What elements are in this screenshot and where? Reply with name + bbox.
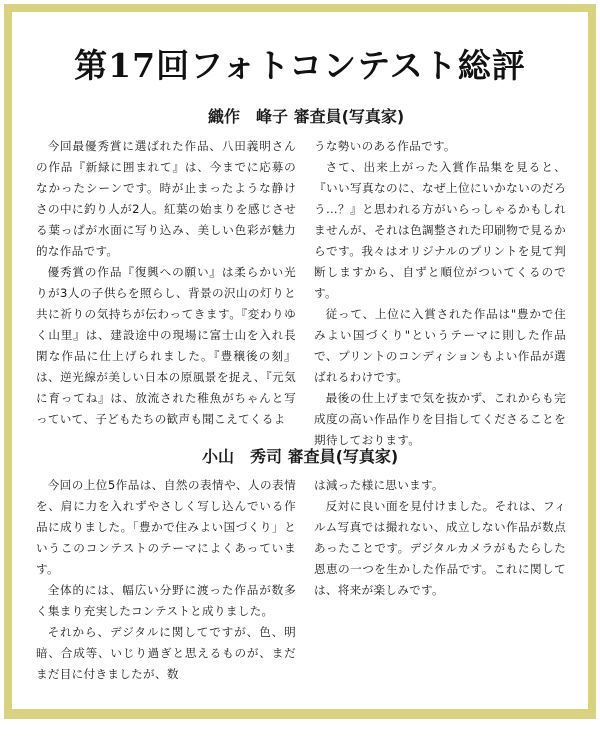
paragraph: 最後の仕上げまで気を抜かず、これからも完成度の高い作品作りを目指してくださることを期待しております。 [314,391,566,447]
paragraph: うな勢いのある作品です。 [314,139,456,153]
section-2-right-column [314,475,566,601]
section-2-left-column [36,475,296,685]
page-border [4,4,596,719]
paragraph: 全体的には、幅広い分野に渡った作品が数多く集まり充実したコンテストと成りました。 [36,583,296,618]
paragraph: は減った様に思います。 [314,478,444,492]
page-title: 第17回フォトコンテスト総評 [74,46,526,85]
paragraph: それから、デジタルに関してですが、色、明暗、合成等、いじり過ぎと思えるものが、まだまだ目に付きましたが、数 [36,625,296,681]
paragraph: 今回最優秀賞に選ばれた作品、八田義明さんの作品『新緑に囲まれて』は、今までに応募のなかったシーンです。時が止まったような静けさの中に釣り人が2人。紅葉の始まりを感じさせる葉っぱが水面に写り込み、美しい色彩が魅力的な作品です。 [36,139,296,258]
section-1-right-column [314,136,566,451]
paragraph: 今回の上位5作品は、自然の表情や、人の表情を、肩に力を入れずやさしく写し込んでいる作品に成りました。「豊かで住みよい国づくり」というこのコンテストのテーマによくあっています。 [36,478,296,576]
section-heading-2: 小山 秀司 審査員(写真家) [202,447,399,466]
page-content [12,12,588,709]
paragraph: さて、出来上がった入賞作品集を見ると、『いい写真なのに、なぜ上位にいかないのだろう…？』と思われる方がいらっしゃるかもしれませんが、それは色調整された印刷物で見るからです。我々はオリジナルのプリントを見て判断しますから、自ずと順位がついてくるのです。 [314,160,566,300]
section-1-left-column [36,136,296,430]
section-heading-1: 織作 峰子 審査員(写真家) [208,107,405,126]
paragraph: 従って、上位に入賞された作品は"豊かで住みよい国づくり"というテーマに則した作品で、プリントのコンディションもよい作品が選ばれるわけです。 [314,307,566,384]
paragraph: 反対に良い面を見付けました。それは、フィルム写真では撮れない、成立しない作品が数点あったことです。デジタルカメラがもたらした恩恵の一つを生かした作品です。これに関しては、将来が楽しみです。 [314,499,566,597]
paragraph: 優秀賞の作品『復興への願い』は柔らかい光りが3人の子供らを照らし、背景の沢山の灯りと共に祈りの気持ちが伝わってきます。『変わりゆく山里』は、建設途中の現場に富士山を入れ長閑な作品に仕上げられました。『豊穣後の刻』は、逆光線が美しい日本の原風景を捉え、『元気に育ってね』は、放流された稚魚がちゃんと写っていて、子どもたちの歓声も聞こえてくるよ [36,265,296,426]
